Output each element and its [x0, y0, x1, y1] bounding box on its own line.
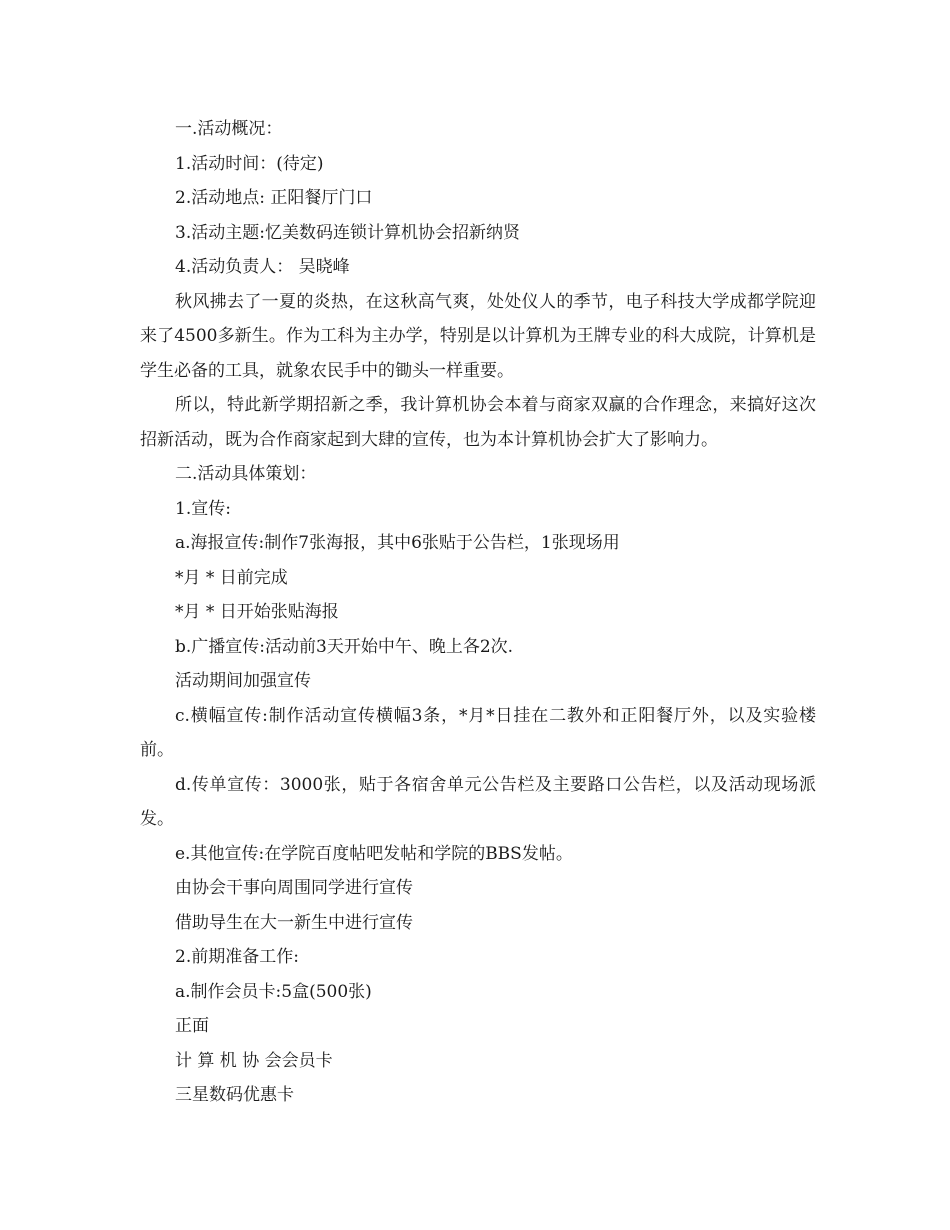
activity-owner: 4.活动负责人： 吴晓峰: [175, 257, 350, 277]
flyer-item: d.传单宣传：3000张，贴于各宿舍单元公告栏及主要路口公告栏，以及活动现场派发。: [140, 774, 816, 829]
activity-time: 1.活动时间：(待定): [175, 153, 324, 174]
card-subtitle: 三星数码优惠卡: [175, 1085, 294, 1105]
radio-extra: 活动期间加强宣传: [175, 671, 311, 691]
intro-paragraph: 秋风拂去了一夏的炎热，在这秋高气爽，处处仪人的季节，电子科技大学成都学院迎来了4500多新生。作为工科为主办学，特别是以计算机为王牌专业的科大成院，计算机是学生必备的工具，就象农民手中的锄头一样重要。: [140, 291, 816, 381]
other-item-2: 借助导生在大一新生中进行宣传: [175, 912, 413, 933]
document-body: [140, 112, 816, 1113]
poster-item: a.海报宣传:制作7张海报，其中6张贴于公告栏，1张现场用: [175, 533, 620, 553]
other-item-1: 由协会干事向周围同学进行宣传: [175, 878, 413, 898]
section-1-heading: 一.活动概况：: [175, 119, 283, 139]
section-2-heading: 二.活动具体策划：: [175, 464, 317, 484]
card-front-label: 正面: [175, 1016, 209, 1036]
card-title: 计 算 机 协 会会员卡: [175, 1050, 333, 1071]
poster-deadline: *月 * 日前完成: [175, 567, 288, 588]
prep-heading: 2.前期准备工作:: [175, 947, 299, 967]
activity-theme: 3.活动主题:忆美数码连锁计算机协会招新纳贤: [175, 222, 520, 243]
publicity-heading: 1.宣传:: [175, 498, 231, 519]
card-item: a.制作会员卡:5盒(500张): [175, 981, 372, 1002]
radio-item: b.广播宣传:活动前3天开始中午、晚上各2次.: [175, 636, 514, 657]
poster-posting: *月 * 日开始张贴海报: [175, 602, 339, 622]
banner-item: c.横幅宣传:制作活动宣传横幅3条，*月*日挂在二教外和正阳餐厅外，以及实验楼前。: [140, 705, 816, 760]
other-item: e.其他宣传:在学院百度帖吧发帖和学院的BBS发帖。: [175, 843, 573, 864]
activity-location: 2.活动地点: 正阳餐厅门口: [175, 188, 373, 208]
purpose-paragraph: 所以，特此新学期招新之季，我计算机协会本着与商家双赢的合作理念，来搞好这次招新活动，既为合作商家起到大肆的宣传，也为本计算机协会扩大了影响力。: [140, 395, 816, 450]
